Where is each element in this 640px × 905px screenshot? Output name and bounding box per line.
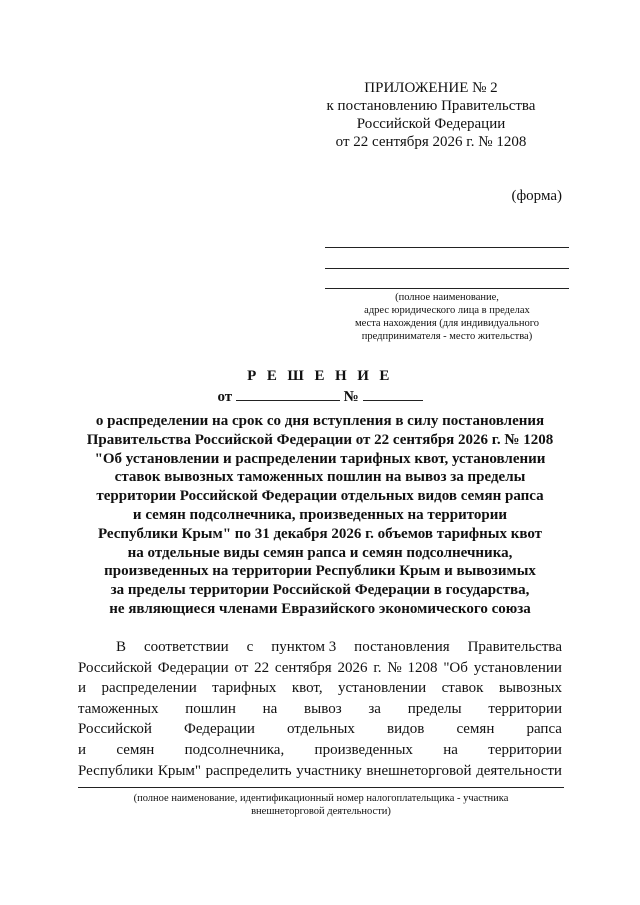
body-word: квот, <box>291 680 323 697</box>
body-word: видов <box>387 721 425 738</box>
body-word: отдельных <box>287 721 355 738</box>
subject-line: Правительства Российской Федерации от 22 сентября 2026 г. № 1208 <box>86 431 554 448</box>
body-word: установлении <box>473 659 562 676</box>
body-word: на <box>443 741 458 758</box>
caption-line: места нахождения (для индивидуального <box>354 318 539 329</box>
body-word: и <box>78 741 87 758</box>
body-word: рапса <box>526 721 562 738</box>
decision-subject <box>70 412 570 619</box>
body-word: таможенных <box>78 700 159 717</box>
body-word: Республики <box>78 762 154 779</box>
caption-line: (полное наименование, <box>395 292 499 303</box>
body-line <box>78 678 562 699</box>
addressee-blank-line <box>325 268 569 269</box>
body-word: г. <box>373 659 382 676</box>
participant-caption <box>78 792 564 818</box>
body-word: Российской <box>78 721 152 738</box>
body-word: Федерации <box>157 659 229 676</box>
body-word: ставок <box>441 680 484 697</box>
body-word: на <box>262 700 278 717</box>
date-blank <box>236 387 340 401</box>
caption-line: (полное наименование, идентификационный номер налогоплательщика - участника <box>133 793 509 804</box>
body-word: распределить <box>205 762 292 779</box>
subject-line: ставок вывозных таможенных пошлин на вывоз за пределы <box>114 469 526 486</box>
number-label: № <box>343 389 359 405</box>
body-word: пределы <box>407 700 462 717</box>
body-word: постановления <box>354 639 450 655</box>
subject-line: за пределы территории Российской Федерации в государства, <box>110 582 530 599</box>
appendix-line: к постановлению Правительства <box>326 98 536 114</box>
body-word: тарифных <box>212 680 277 697</box>
body-word: внешнеторговой <box>366 762 472 779</box>
body-word: пошлин <box>185 700 236 717</box>
body-word: вывозных <box>498 680 562 697</box>
body-line <box>78 740 562 761</box>
number-blank <box>363 387 423 401</box>
body-word: территории <box>488 741 562 758</box>
body-word: В <box>116 639 127 655</box>
appendix-header <box>300 79 562 151</box>
body-word: семян <box>116 741 155 758</box>
body-word: деятельности <box>476 762 562 779</box>
caption-line: внешнеторговой деятельности) <box>251 806 391 817</box>
body-word: пунктом 3 <box>271 639 337 655</box>
body-word: с <box>246 639 254 655</box>
body-word: сентября <box>274 659 332 676</box>
subject-line: не являющиеся членами Евразийского экономического союза <box>109 600 531 617</box>
appendix-title: ПРИЛОЖЕНИЕ № 2 <box>364 80 498 96</box>
caption-line: адрес юридического лица в пределах <box>364 305 530 316</box>
form-label: (форма) <box>511 188 562 204</box>
decision-title: Р Е Ш Е Н И Е <box>247 368 393 384</box>
subject-line: на отдельные виды семян рапса и семян подсолнечника, <box>127 544 513 561</box>
body-word: от <box>234 659 249 676</box>
decision-date-number <box>0 387 640 406</box>
caption-line: предпринимателя - место жительства) <box>361 331 533 342</box>
body-line <box>78 658 562 679</box>
body-line <box>78 761 562 782</box>
body-word: Федерации <box>184 721 255 738</box>
body-word: и <box>78 680 87 697</box>
body-line <box>78 699 562 720</box>
body-word: подсолнечника, <box>184 741 285 758</box>
body-word: 1208 <box>407 659 438 676</box>
body-word: распределении <box>101 680 197 697</box>
body-word: установлении <box>337 680 427 697</box>
body-word: семян <box>456 721 495 738</box>
body-word: вывоз <box>304 700 342 717</box>
body-word: произведенных <box>314 741 413 758</box>
body-line <box>78 637 562 658</box>
body-word: № <box>387 659 402 676</box>
body-word: 22 <box>254 659 270 676</box>
subject-line: о распределении на срок со дня вступления в силу постановления <box>95 413 545 429</box>
body-word: Российской <box>78 659 152 676</box>
appendix-line: Российской Федерации <box>356 116 506 132</box>
subject-line: Республики Крым" по 31 декабря 2026 г. объемов тарифных квот <box>97 525 543 542</box>
body-line <box>78 719 562 740</box>
subject-line: произведенных на территории Республики Крым и вывозимых <box>104 563 536 580</box>
body-word: соответствии <box>143 639 229 655</box>
body-word: Правительства <box>467 639 562 655</box>
participant-blank-line <box>78 787 564 788</box>
appendix-line: от 22 сентября 2026 г. № 1208 <box>335 134 527 150</box>
body-word: Крым" <box>157 762 202 779</box>
addressee-blank-line <box>325 288 569 289</box>
body-word: 2026 <box>337 659 368 676</box>
subject-line: территории Российской Федерации отдельных видов семян рапса <box>96 488 544 505</box>
body-word: территории <box>488 700 562 717</box>
addressee-caption <box>325 291 569 343</box>
body-word: "Об <box>443 659 468 676</box>
addressee-blank-line <box>325 247 569 248</box>
body-word: участнику <box>296 762 362 779</box>
body-paragraph <box>78 637 562 781</box>
subject-line: и семян подсолнечника, произведенных на территории <box>132 506 508 523</box>
body-word: за <box>368 700 381 717</box>
date-label: от <box>217 389 233 405</box>
subject-line: "Об установлении и распределении тарифных квот, установлении <box>94 450 546 467</box>
